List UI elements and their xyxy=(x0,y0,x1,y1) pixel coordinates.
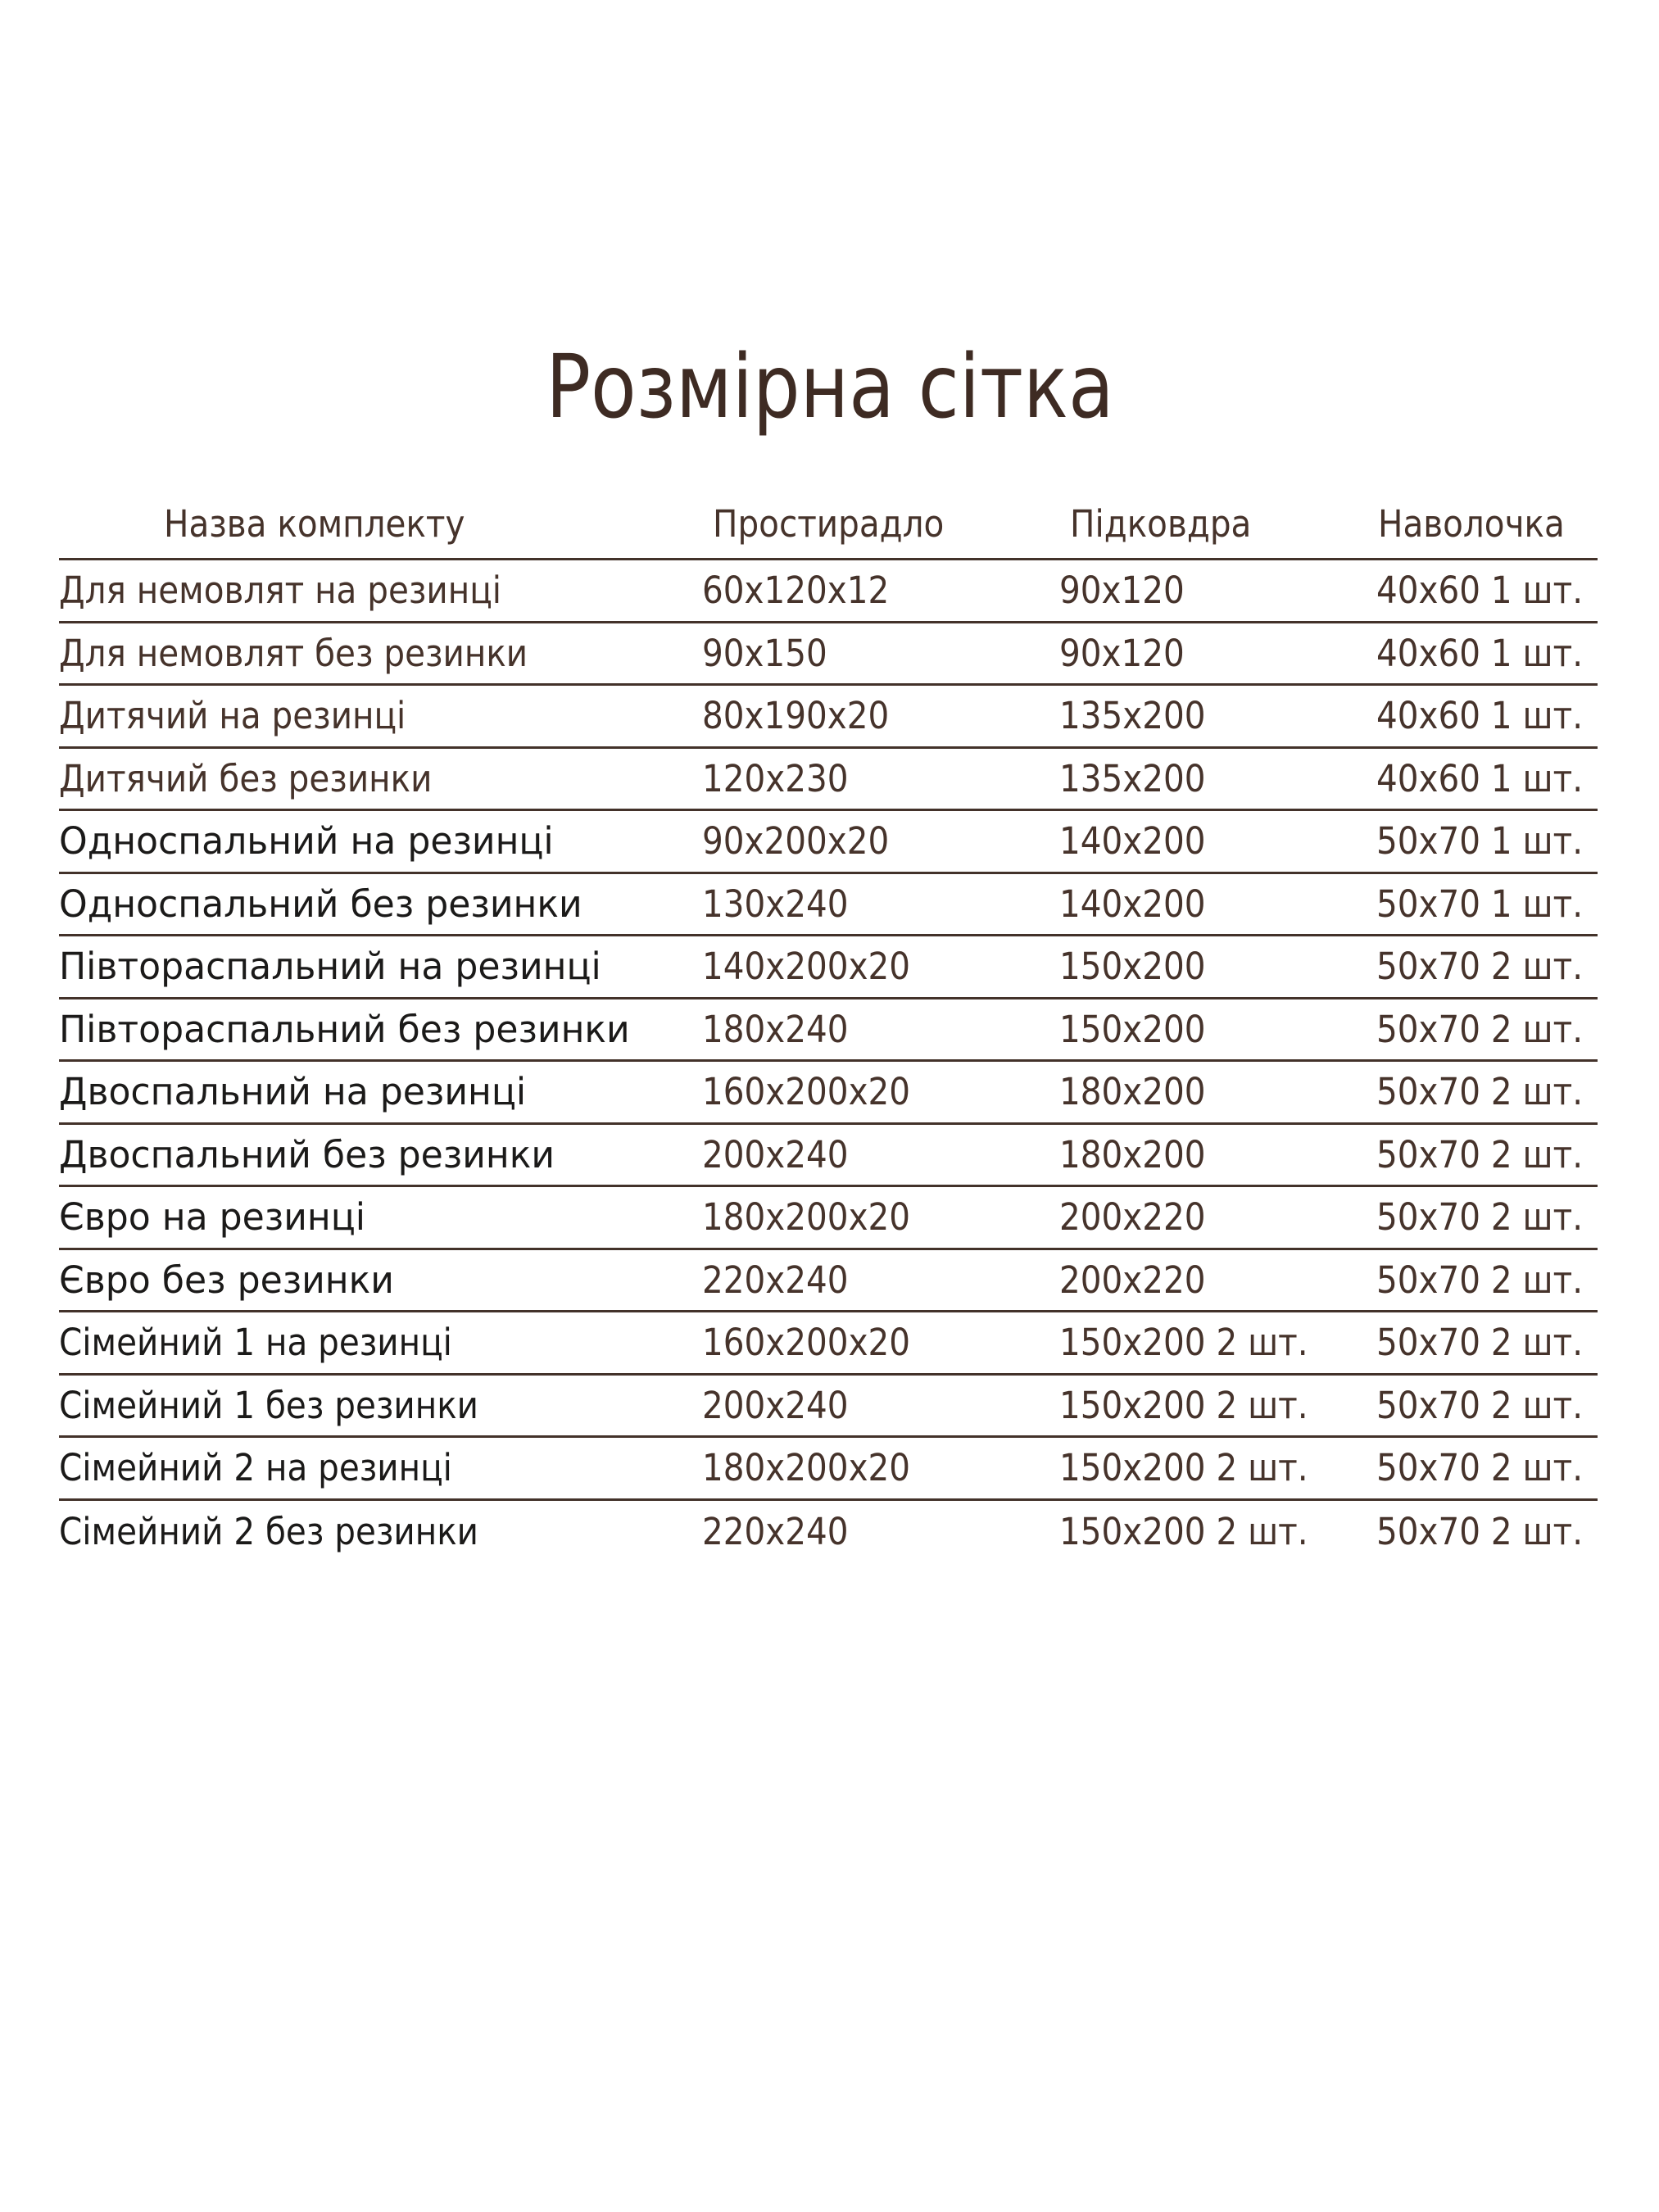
cell-set-name xyxy=(59,1249,702,1312)
cell-duvet-size-text: 135х200 xyxy=(1058,756,1206,800)
table-row xyxy=(59,1061,1598,1124)
cell-pillowcase-size xyxy=(1376,810,1598,873)
cell-duvet-size-text: 150х200 xyxy=(1058,945,1206,989)
cell-set-name xyxy=(59,1499,702,1562)
table-row xyxy=(59,560,1598,623)
cell-duvet-size-text: 150х200 2 шт. xyxy=(1058,1321,1308,1365)
cell-set-name xyxy=(59,936,702,999)
cell-set-name-text: Односпальний без резинки xyxy=(59,882,582,926)
cell-duvet-size xyxy=(1059,1374,1376,1437)
table-row xyxy=(59,873,1598,936)
cell-sheet-size-text: 130х240 xyxy=(702,882,849,926)
table-row xyxy=(59,1123,1598,1186)
column-header-duvet-label: Підковдра xyxy=(1069,501,1252,546)
cell-pillowcase-size-text: 50х70 2 шт. xyxy=(1376,1446,1583,1490)
cell-set-name xyxy=(59,998,702,1061)
cell-sheet-size xyxy=(702,873,1059,936)
cell-sheet-size xyxy=(702,560,1059,623)
cell-sheet-size-text: 180х200х20 xyxy=(702,1195,911,1240)
cell-pillowcase-size-text: 50х70 2 шт. xyxy=(1376,1258,1583,1302)
cell-sheet-size xyxy=(702,1437,1059,1500)
cell-set-name xyxy=(59,873,702,936)
cell-pillowcase-size xyxy=(1376,998,1598,1061)
cell-set-name-text: Сімейний 2 без резинки xyxy=(59,1509,479,1553)
cell-set-name xyxy=(59,685,702,748)
cell-sheet-size xyxy=(702,1186,1059,1249)
cell-pillowcase-size xyxy=(1376,873,1598,936)
cell-sheet-size-text: 120х230 xyxy=(702,756,849,800)
size-table-head xyxy=(59,489,1598,560)
table-row xyxy=(59,747,1598,810)
column-header-sheet-label: Простирадло xyxy=(713,501,945,546)
cell-duvet-size xyxy=(1059,873,1376,936)
cell-duvet-size-text: 200х220 xyxy=(1058,1258,1206,1302)
cell-pillowcase-size-text: 50х70 2 шт. xyxy=(1376,1007,1583,1051)
cell-set-name-text: Для немовлят на резинці xyxy=(59,569,502,613)
cell-duvet-size-text: 180х200 xyxy=(1058,1132,1206,1176)
cell-sheet-size-text: 220х240 xyxy=(702,1509,849,1553)
cell-sheet-size-text: 200х240 xyxy=(702,1132,849,1176)
size-table xyxy=(59,489,1598,1562)
cell-pillowcase-size xyxy=(1376,936,1598,999)
cell-set-name-text: Сімейний 2 на резинці xyxy=(59,1446,452,1490)
cell-set-name xyxy=(59,1061,702,1124)
cell-sheet-size-text: 60х120х12 xyxy=(702,569,890,613)
cell-set-name xyxy=(59,810,702,873)
cell-duvet-size xyxy=(1059,747,1376,810)
cell-duvet-size-text: 150х200 2 шт. xyxy=(1058,1509,1308,1553)
table-row xyxy=(59,810,1598,873)
cell-duvet-size xyxy=(1059,1499,1376,1562)
cell-sheet-size-text: 90х200х20 xyxy=(702,819,890,863)
cell-duvet-size-text: 200х220 xyxy=(1058,1195,1206,1240)
cell-sheet-size xyxy=(702,936,1059,999)
cell-duvet-size-text: 180х200 xyxy=(1058,1070,1206,1114)
cell-sheet-size xyxy=(702,1499,1059,1562)
cell-sheet-size-text: 80х190х20 xyxy=(702,694,890,738)
cell-pillowcase-size-text: 50х70 2 шт. xyxy=(1376,1383,1583,1427)
cell-set-name xyxy=(59,747,702,810)
table-row xyxy=(59,622,1598,685)
cell-duvet-size xyxy=(1059,810,1376,873)
cell-set-name xyxy=(59,1374,702,1437)
cell-duvet-size xyxy=(1059,1312,1376,1375)
cell-pillowcase-size-text: 50х70 2 шт. xyxy=(1376,1321,1583,1365)
cell-duvet-size-text: 90х120 xyxy=(1058,569,1185,613)
cell-sheet-size xyxy=(702,998,1059,1061)
cell-sheet-size-text: 220х240 xyxy=(702,1258,849,1302)
cell-pillowcase-size xyxy=(1376,1061,1598,1124)
cell-pillowcase-size-text: 50х70 2 шт. xyxy=(1376,1132,1583,1176)
cell-duvet-size xyxy=(1059,622,1376,685)
cell-set-name xyxy=(59,560,702,623)
column-header-name xyxy=(59,489,702,560)
cell-set-name xyxy=(59,1312,702,1375)
cell-pillowcase-size-text: 50х70 2 шт. xyxy=(1376,945,1583,989)
cell-sheet-size xyxy=(702,1374,1059,1437)
cell-pillowcase-size-text: 50х70 1 шт. xyxy=(1376,882,1583,926)
table-row xyxy=(59,1186,1598,1249)
table-row xyxy=(59,1437,1598,1500)
cell-duvet-size-text: 140х200 xyxy=(1058,882,1206,926)
cell-set-name xyxy=(59,1186,702,1249)
cell-set-name-text: Півтораспальний без резинки xyxy=(59,1007,630,1051)
cell-set-name-text: Для немовлят без резинки xyxy=(59,631,528,675)
cell-pillowcase-size-text: 40х60 1 шт. xyxy=(1376,569,1583,613)
cell-set-name-text: Двоспальний без резинки xyxy=(59,1132,555,1176)
cell-duvet-size xyxy=(1059,1186,1376,1249)
cell-duvet-size xyxy=(1059,685,1376,748)
cell-pillowcase-size xyxy=(1376,1186,1598,1249)
table-row xyxy=(59,998,1598,1061)
cell-sheet-size xyxy=(702,622,1059,685)
cell-set-name-text: Односпальний на резинці xyxy=(59,819,554,863)
cell-pillowcase-size xyxy=(1376,560,1598,623)
cell-pillowcase-size xyxy=(1376,747,1598,810)
table-row xyxy=(59,1499,1598,1562)
cell-pillowcase-size xyxy=(1376,622,1598,685)
cell-duvet-size-text: 135х200 xyxy=(1058,694,1206,738)
table-row xyxy=(59,1374,1598,1437)
cell-duvet-size xyxy=(1059,1061,1376,1124)
cell-pillowcase-size xyxy=(1376,1312,1598,1375)
cell-duvet-size xyxy=(1059,1437,1376,1500)
cell-sheet-size xyxy=(702,1123,1059,1186)
cell-set-name-text: Євро на резинці xyxy=(59,1195,365,1240)
cell-pillowcase-size xyxy=(1376,1123,1598,1186)
cell-sheet-size-text: 180х240 xyxy=(702,1007,849,1051)
cell-set-name-text: Двоспальний на резинці xyxy=(59,1070,527,1114)
cell-set-name-text: Дитячий на резинці xyxy=(59,694,406,738)
cell-set-name xyxy=(59,622,702,685)
cell-sheet-size xyxy=(702,685,1059,748)
cell-sheet-size xyxy=(702,1249,1059,1312)
cell-sheet-size xyxy=(702,1312,1059,1375)
cell-sheet-size xyxy=(702,1061,1059,1124)
cell-pillowcase-size-text: 40х60 1 шт. xyxy=(1376,694,1583,738)
cell-duvet-size xyxy=(1059,998,1376,1061)
cell-sheet-size xyxy=(702,810,1059,873)
cell-set-name-text: Євро без резинки xyxy=(59,1258,394,1302)
table-row xyxy=(59,685,1598,748)
cell-pillowcase-size xyxy=(1376,1374,1598,1437)
cell-pillowcase-size xyxy=(1376,1499,1598,1562)
cell-duvet-size-text: 150х200 xyxy=(1058,1007,1206,1051)
cell-set-name-text: Сімейний 1 на резинці xyxy=(59,1321,452,1365)
cell-pillowcase-size-text: 50х70 2 шт. xyxy=(1376,1195,1583,1240)
page-title-text: Розмірна сітка xyxy=(545,337,1114,438)
cell-duvet-size-text: 150х200 2 шт. xyxy=(1058,1383,1308,1427)
cell-pillowcase-size-text: 50х70 1 шт. xyxy=(1376,819,1583,863)
cell-set-name-text: Півтораспальний на резинці xyxy=(59,945,601,989)
cell-sheet-size-text: 200х240 xyxy=(702,1383,849,1427)
cell-duvet-size xyxy=(1059,1123,1376,1186)
cell-set-name xyxy=(59,1123,702,1186)
column-header-pillow xyxy=(1376,489,1598,560)
column-header-sheet xyxy=(702,489,1059,560)
cell-duvet-size xyxy=(1059,560,1376,623)
cell-duvet-size-text: 90х120 xyxy=(1058,631,1185,675)
cell-pillowcase-size-text: 50х70 2 шт. xyxy=(1376,1070,1583,1114)
table-row xyxy=(59,1249,1598,1312)
cell-set-name xyxy=(59,1437,702,1500)
cell-duvet-size xyxy=(1059,936,1376,999)
cell-pillowcase-size xyxy=(1376,685,1598,748)
cell-duvet-size-text: 140х200 xyxy=(1058,819,1206,863)
column-header-name-label: Назва комплекту xyxy=(164,501,465,546)
column-header-pillow-label: Наволочка xyxy=(1377,501,1565,546)
page-title xyxy=(0,337,1659,438)
cell-pillowcase-size-text: 40х60 1 шт. xyxy=(1376,631,1583,675)
cell-sheet-size-text: 140х200х20 xyxy=(702,945,911,989)
cell-set-name-text: Дитячий без резинки xyxy=(59,756,433,800)
cell-pillowcase-size xyxy=(1376,1437,1598,1500)
cell-pillowcase-size-text: 50х70 2 шт. xyxy=(1376,1509,1583,1553)
cell-pillowcase-size xyxy=(1376,1249,1598,1312)
cell-set-name-text: Сімейний 1 без резинки xyxy=(59,1383,479,1427)
cell-sheet-size-text: 90х150 xyxy=(702,631,827,675)
cell-sheet-size-text: 160х200х20 xyxy=(702,1070,911,1114)
header-row xyxy=(59,489,1598,560)
size-table-body xyxy=(59,560,1598,1562)
cell-pillowcase-size-text: 40х60 1 шт. xyxy=(1376,756,1583,800)
cell-sheet-size-text: 160х200х20 xyxy=(702,1321,911,1365)
column-header-duvet xyxy=(1059,489,1376,560)
cell-duvet-size-text: 150х200 2 шт. xyxy=(1058,1446,1308,1490)
table-row xyxy=(59,936,1598,999)
cell-duvet-size xyxy=(1059,1249,1376,1312)
cell-sheet-size-text: 180х200х20 xyxy=(702,1446,911,1490)
cell-sheet-size xyxy=(702,747,1059,810)
table-row xyxy=(59,1312,1598,1375)
